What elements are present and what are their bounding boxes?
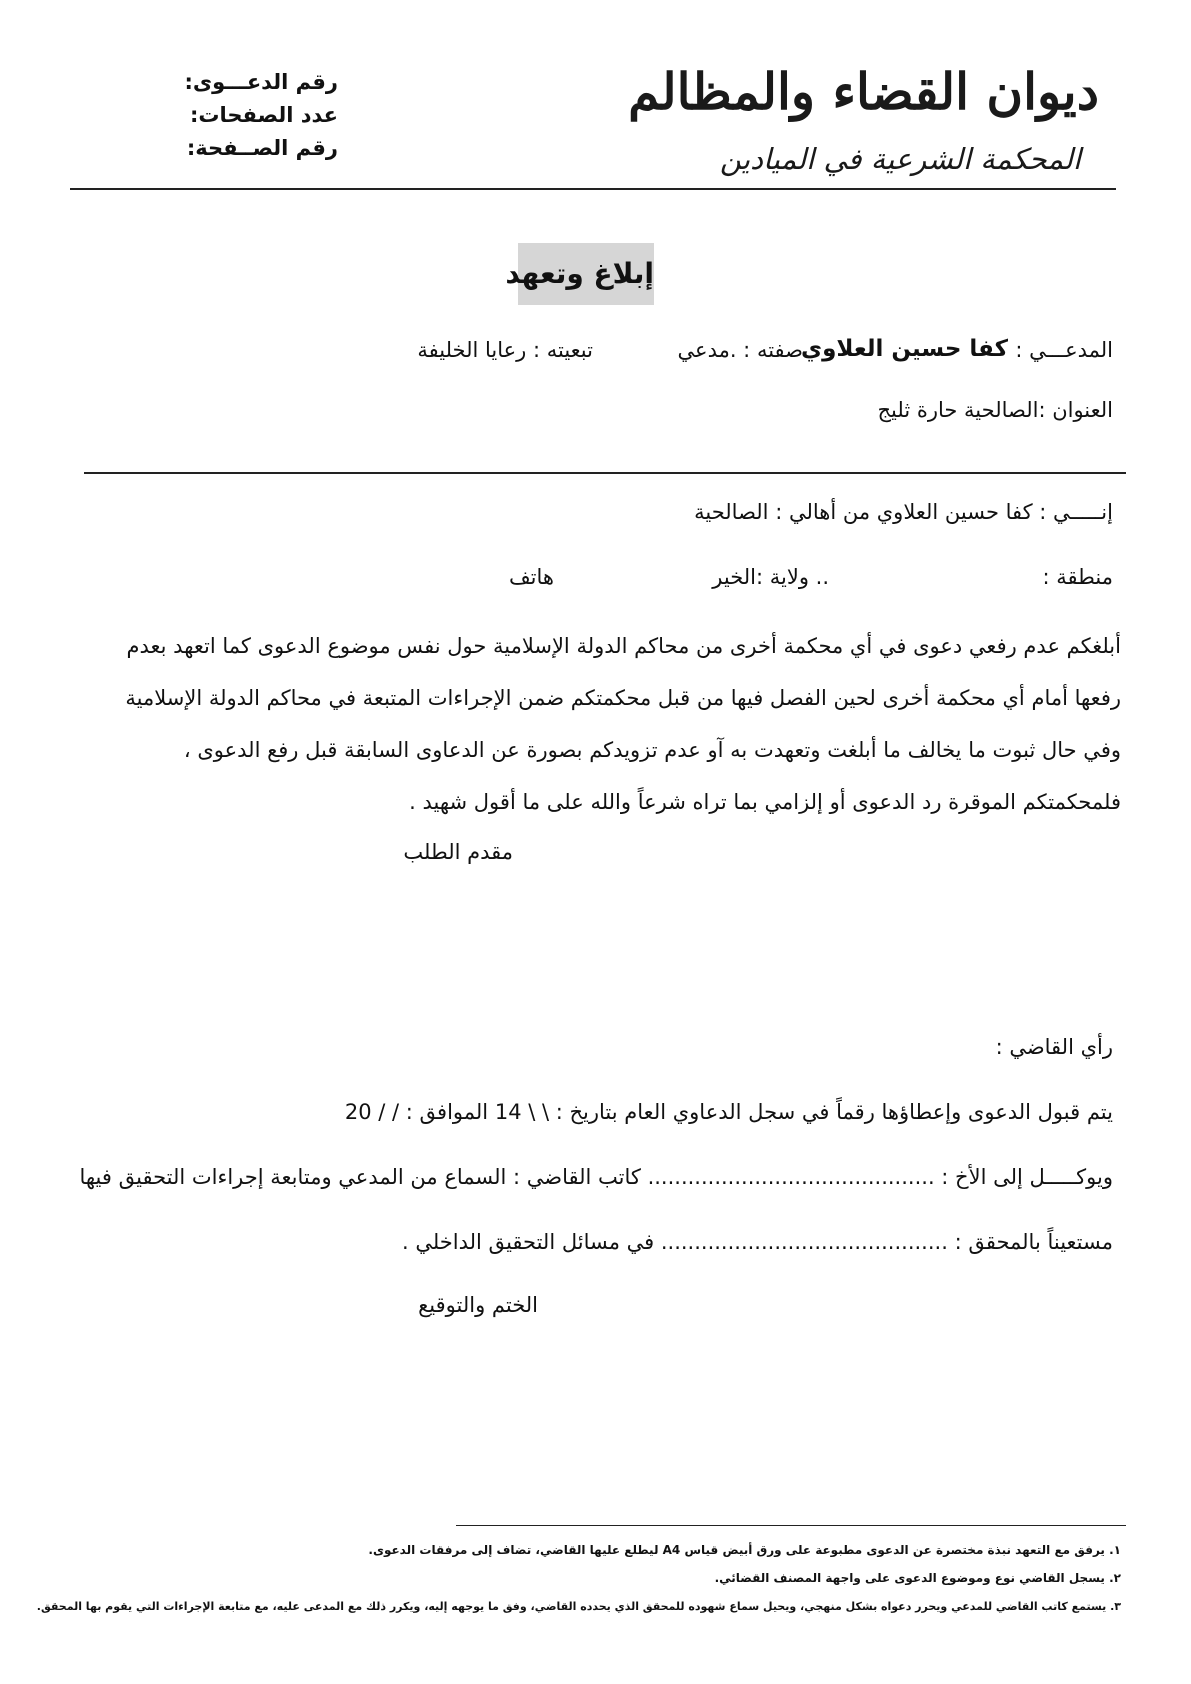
plaintiff-capacity: صفته : .مدعي — [677, 338, 803, 362]
plaintiff-affiliation: تبعيته : رعايا الخليفة — [417, 338, 593, 362]
seal-signature-label: الختم والتوقيع — [418, 1293, 538, 1317]
footnote-item: ٣. يستمع كاتب القاضي للمدعي ويحرر دعواه بشكل منهجي، ويحيل سماع شهوده للمحقق الذي يحدده القاضي، وفق ما يوجهه إليه، ويكرر ذلك مع المدعى عليه، مع متابعة الإجراءات التي يقوم بها المحقق. — [36, 1600, 1121, 1613]
footnote-item: ٢. يسجل القاضي نوع وموضوع الدعوى على واجهة المصنف القضائي. — [714, 1571, 1121, 1585]
delegation-line: ويوكـــــل إلى الأخ : ........................................... كاتب القاضي : السماع من المدعي ومتابعة إجراءات التحقيق فيها — [79, 1165, 1113, 1189]
court-name: المحكمة الشرعية في الميادين — [719, 142, 1081, 176]
declarant-line: إنـــــي : كفا حسين العلاوي من أهالي : الصالحية — [694, 500, 1113, 524]
footnote-divider — [456, 1525, 1126, 1526]
pledge-line: رفعها أمام أي محكمة أخرى لحين الفصل فيها من قبل محكمتكم ضمن الإجراءات المتبعة في محاكم الدولة الإسلامية — [125, 686, 1121, 710]
plaintiff-address: العنوان :الصالحية حارة ثليج — [877, 398, 1113, 422]
judge-opinion-label: رأي القاضي : — [995, 1035, 1113, 1059]
plaintiff-label: المدعـــي : — [1015, 338, 1113, 362]
wilaya-field: .. ولاية :الخير — [712, 565, 829, 589]
phone-label: هاتف — [508, 565, 554, 589]
region-label: منطقة : — [1042, 565, 1113, 589]
pledge-line: أبلغكم عدم رفعي دعوى في أي محكمة أخرى من محاكم الدولة الإسلامية حول نفس موضوع الدعوى كما اتعهد بعدم — [126, 634, 1121, 658]
applicant-label: مقدم الطلب — [403, 840, 513, 864]
header-divider — [70, 188, 1116, 190]
page-number-label: رقم الصــفحة: — [186, 136, 338, 160]
case-number-label: رقم الدعـــوى: — [184, 70, 338, 94]
investigator-line: مستعيناً بالمحقق : ........................................... في مسائل التحقيق الداخلي . — [402, 1230, 1113, 1254]
pledge-body — [91, 620, 1121, 828]
acceptance-line: يتم قبول الدعوى وإعطاؤها رقماً في سجل الدعاوي العام بتاريخ : \ \ 14 الموافق : / / 20 — [344, 1100, 1113, 1124]
section-divider — [84, 472, 1126, 474]
document-title: إبلاغ وتعهد — [518, 243, 654, 305]
footnote-item: ١. يرفق مع التعهد نبذة مختصرة عن الدعوى مطبوعة على ورق أبيض قياس A4 ليطلع عليها القاضي، تضاف إلى مرفقات الدعوى. — [368, 1543, 1121, 1557]
org-logo-title: ديوان القضاء والمظالم — [628, 62, 1099, 121]
pledge-line: فلمحكمتكم الموقرة رد الدعوى أو إلزامي بما تراه شرعاً والله على ما أقول شهيد . — [409, 790, 1121, 814]
pledge-line: وفي حال ثبوت ما يخالف ما أبلغت وتعهدت به آو عدم تزويدكم بصورة عن الدعاوى السابقة قبل رفع الدعوى ، — [183, 738, 1121, 762]
plaintiff-name: كفا حسين العلاوي — [801, 336, 1008, 362]
pages-count-label: عدد الصفحات: — [190, 103, 338, 127]
